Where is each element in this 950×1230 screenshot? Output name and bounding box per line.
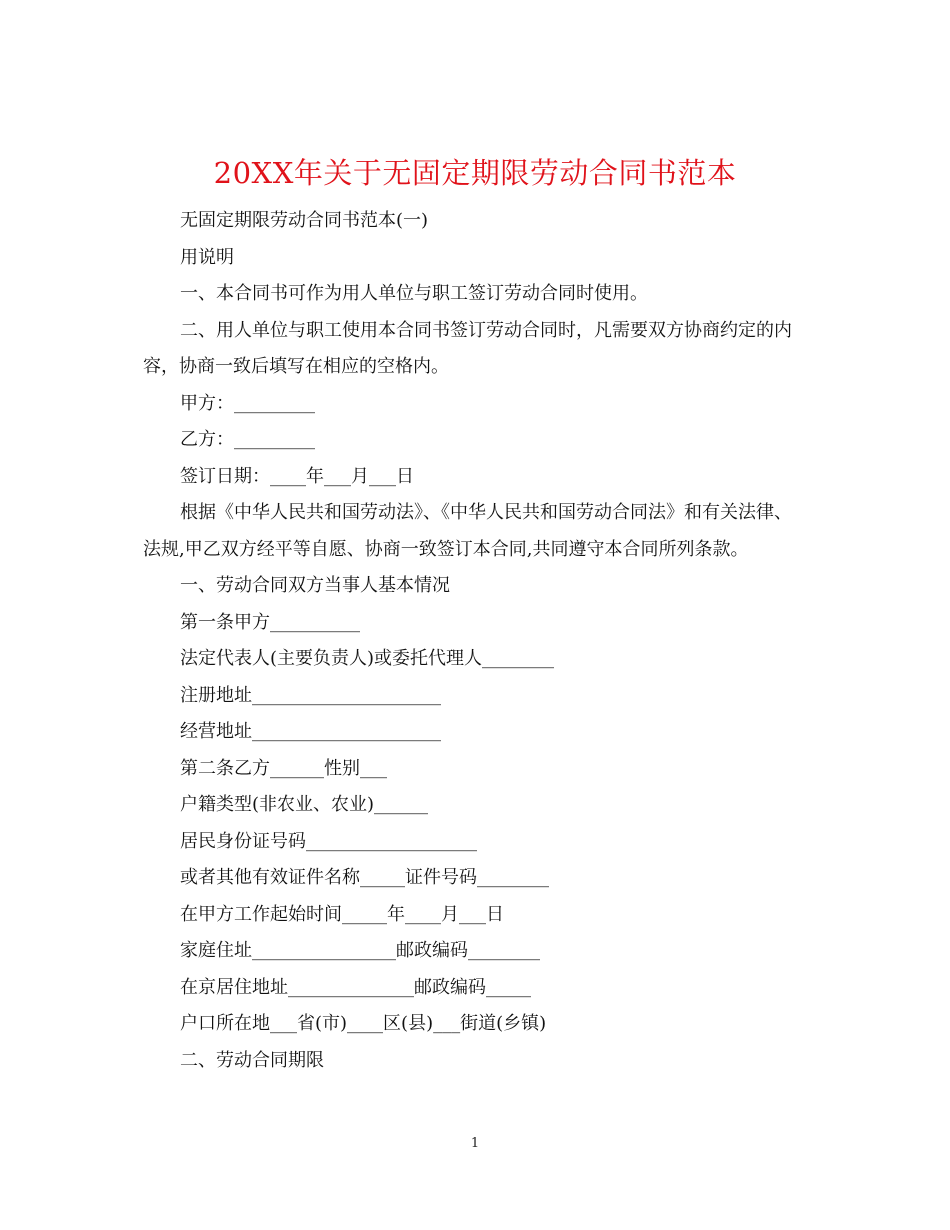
- section-heading: 二、劳动合同期限: [180, 1049, 324, 1071]
- form-line: 在甲方工作起始时间_____年____月___日: [180, 903, 504, 925]
- paragraph: 一、本合同书可作为用人单位与职工签订劳动合同时使用。: [180, 283, 648, 304]
- form-line: 第二条乙方______性别___: [180, 757, 387, 779]
- form-line: 注册地址_____________________: [180, 684, 441, 706]
- party-a-field: 甲方：_________: [180, 392, 315, 414]
- document-body: [143, 203, 803, 1079]
- section-heading: 一、劳动合同双方当事人基本情况: [180, 575, 450, 596]
- form-line: 家庭住址________________邮政编码________: [180, 940, 540, 961]
- document-title: 20XX年关于无固定期限劳动合同书范本: [213, 156, 737, 191]
- form-line: 经营地址_____________________: [180, 721, 441, 742]
- party-b-field: 乙方：_________: [180, 429, 315, 450]
- form-line: 居民身份证号码___________________: [180, 830, 477, 852]
- form-line: 户口所在地___省(市)____区(县)___街道(乡镇): [180, 1013, 547, 1034]
- paragraph: 无固定期限劳动合同书范本(一): [180, 210, 429, 231]
- paragraph: 根据《中华人民共和国劳动法》、《中华人民共和国劳动合同法》和有关法律、法规,甲乙双方经平等自愿、协商一致签订本合同,共同遵守本合同所列条款。: [143, 502, 792, 560]
- paragraph: 用说明: [180, 246, 234, 268]
- form-line: 户籍类型(非农业、农业)______: [180, 794, 429, 815]
- form-line: 或者其他有效证件名称_____证件号码________: [180, 867, 549, 888]
- signing-date-field: 签订日期：____年___月___日: [180, 465, 414, 487]
- form-line: 第一条甲方__________: [180, 611, 360, 633]
- paragraph: 二、用人单位与职工使用本合同书签订劳动合同时，凡需要双方协商约定的内容，协商一致后填写在相应的空格内。: [143, 319, 792, 377]
- form-line: 法定代表人(主要负责人)或委托代理人________: [180, 648, 555, 669]
- form-line: 在京居住地址______________邮政编码_____: [180, 976, 531, 998]
- page-number: 1: [470, 1136, 480, 1151]
